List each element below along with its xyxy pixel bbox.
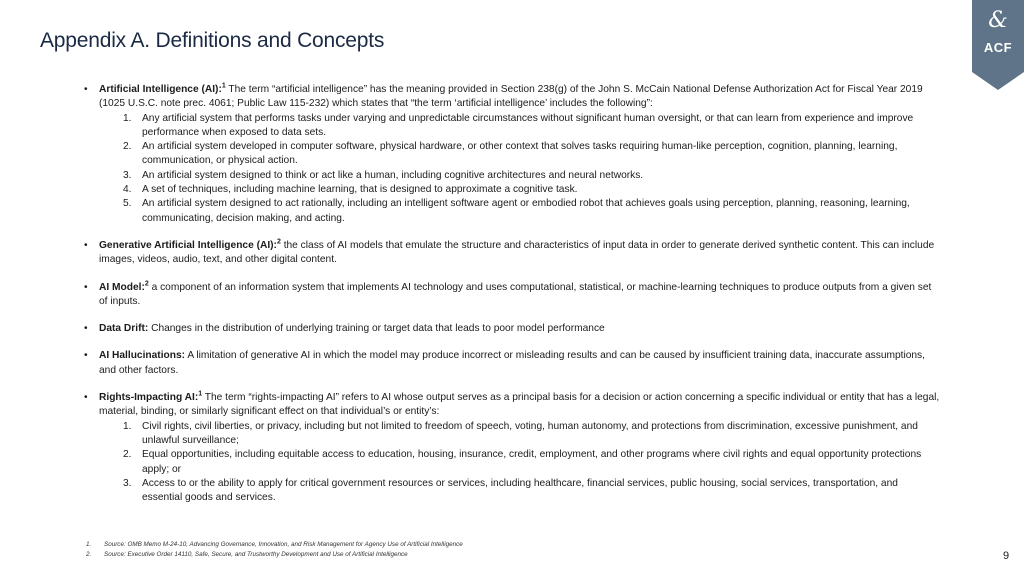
footnote-number: 1. [86,541,92,548]
definition-term: Data Drift: [99,323,149,335]
definition-text: The term “rights-impacting AI” refers to AI whose output serves as a principal basis for a decision or action concerning a specific individual or entity that has a legal, material, binding, or similarly significant effect on that individual’s or entity’s: [99,392,940,418]
definitions-list [84,83,940,518]
item-number: 2. [123,449,132,461]
definition-term: AI Model: [99,281,145,293]
item-number: 3. [123,477,132,489]
acf-logo-badge [972,0,1024,92]
item-text: An artificial system developed in computer software, physical hardware, or other context that solves tasks requiring human-like perception, cognition, planning, learning, communication, or physical action. [142,141,898,167]
definition-term: Generative Artificial Intelligence (AI): [99,239,277,251]
footnote [86,540,463,550]
footnote [86,550,463,560]
footnote-number: 2. [86,550,92,558]
item-text: An artificial system designed to act rationally, including an intelligent software agent or embodied robot that achieves goals using perception, planning, reasoning, learning, communicating, decision making, and acting. [142,198,910,224]
item-number: 1. [123,112,132,124]
sub-list [99,112,940,226]
list-item [99,448,940,477]
definition-text: The term “artificial intelligence” has the meaning provided in Section 238(g) of the John S. McCain National Defense Authorization Act for Fiscal Year 2019 (1025 U.S.C. note prec. 4061; Public Law 115-232) which states that “the term ‘artificial intelligence’ includes the following”: [99,84,923,110]
footnote-ref: 1 [221,82,226,90]
footnote-ref: 1 [198,390,203,398]
item-number: 3. [123,169,132,181]
footnote-text: Source: OMB Memo M-24-10, Advancing Governance, Innovation, and Risk Management for Agency Use of Artificial Intelligence [104,541,463,548]
item-number: 1. [123,420,132,432]
definition-ai-model [84,281,940,310]
item-text: Any artificial system that performs tasks under varying and unpredictable circumstances without significant human oversight, or that can learn from experience and improve performance when exposed to data sets. [142,112,914,138]
item-number: 2. [123,141,132,153]
sub-list [99,420,940,506]
definition-term: Artificial Intelligence (AI): [99,84,222,95]
bullet-icon: • [84,84,88,95]
item-text: A set of techniques, including machine learning, that is designed to approximate a cognitive task. [142,184,578,196]
definition-ai-hallucinations [84,349,940,378]
definition-text: a component of an information system that implements AI technology and uses computational, statistical, or machine-learning techniques to produce outputs from a given set of inputs. [99,281,932,307]
footnote-text: Source: Executive Order 14110, Safe, Secure, and Trustworthy Development and Use of Artificial Intelligence [104,550,408,558]
bullet-icon: • [84,281,88,293]
list-item [99,477,940,506]
definition-ai [84,83,940,226]
bullet-icon: • [84,323,88,335]
list-item [99,183,940,197]
item-number: 4. [123,184,132,196]
list-item [99,420,940,449]
list-item [99,140,940,169]
item-number: 5. [123,198,132,210]
bullet-icon: • [84,239,88,251]
item-text: Access to or the ability to apply for critical government resources or services, including healthcare, financial services, public housing, social services, transportation, and essential goods and services. [142,477,898,504]
item-text: Civil rights, civil liberties, or privacy, including but not limited to freedom of speech, voting, human autonomy, and protections from discrimination, excessive punishment, and unlawful surveillance; [142,420,918,446]
definition-term: AI Hallucinations: [99,350,186,362]
footnote-ref: 2 [276,238,281,246]
definition-text: Changes in the distribution of underlying training or target data that leads to poor model performance [148,323,605,335]
definition-text: the class of AI models that emulate the structure and characteristics of input data in order to generate derived synthetic content. This can include images, videos, audio, text, and other digital content. [99,239,935,266]
footnotes [86,540,463,559]
logo-text: ACF [983,40,1013,55]
footnote-ref: 2 [144,280,149,288]
definition-term: Rights-Impacting AI: [99,392,199,404]
page-number: 9 [1003,550,1010,562]
definition-generative-ai [84,239,940,268]
bullet-icon: • [84,350,88,362]
ampersand-logo-icon: & [988,8,1008,33]
page-title: Appendix A. Definitions and Concepts [40,29,385,52]
definition-data-drift [84,322,940,336]
list-item [99,197,940,226]
item-text: Equal opportunities, including equitable access to education, housing, insurance, credit, employment, and other programs where civil rights and equal opportunity protections apply; or [142,449,922,475]
list-item [99,112,940,141]
definition-text: A limitation of generative AI in which the model may produce incorrect or misleading results and can be caused by insufficient training data, inaccurate assumptions, and other factors. [99,350,925,376]
list-item [99,169,940,183]
definition-rights-impacting-ai [84,391,940,505]
bullet-icon: • [84,392,88,404]
item-text: An artificial system designed to think or act like a human, including cognitive architectures and neural networks. [142,169,644,181]
